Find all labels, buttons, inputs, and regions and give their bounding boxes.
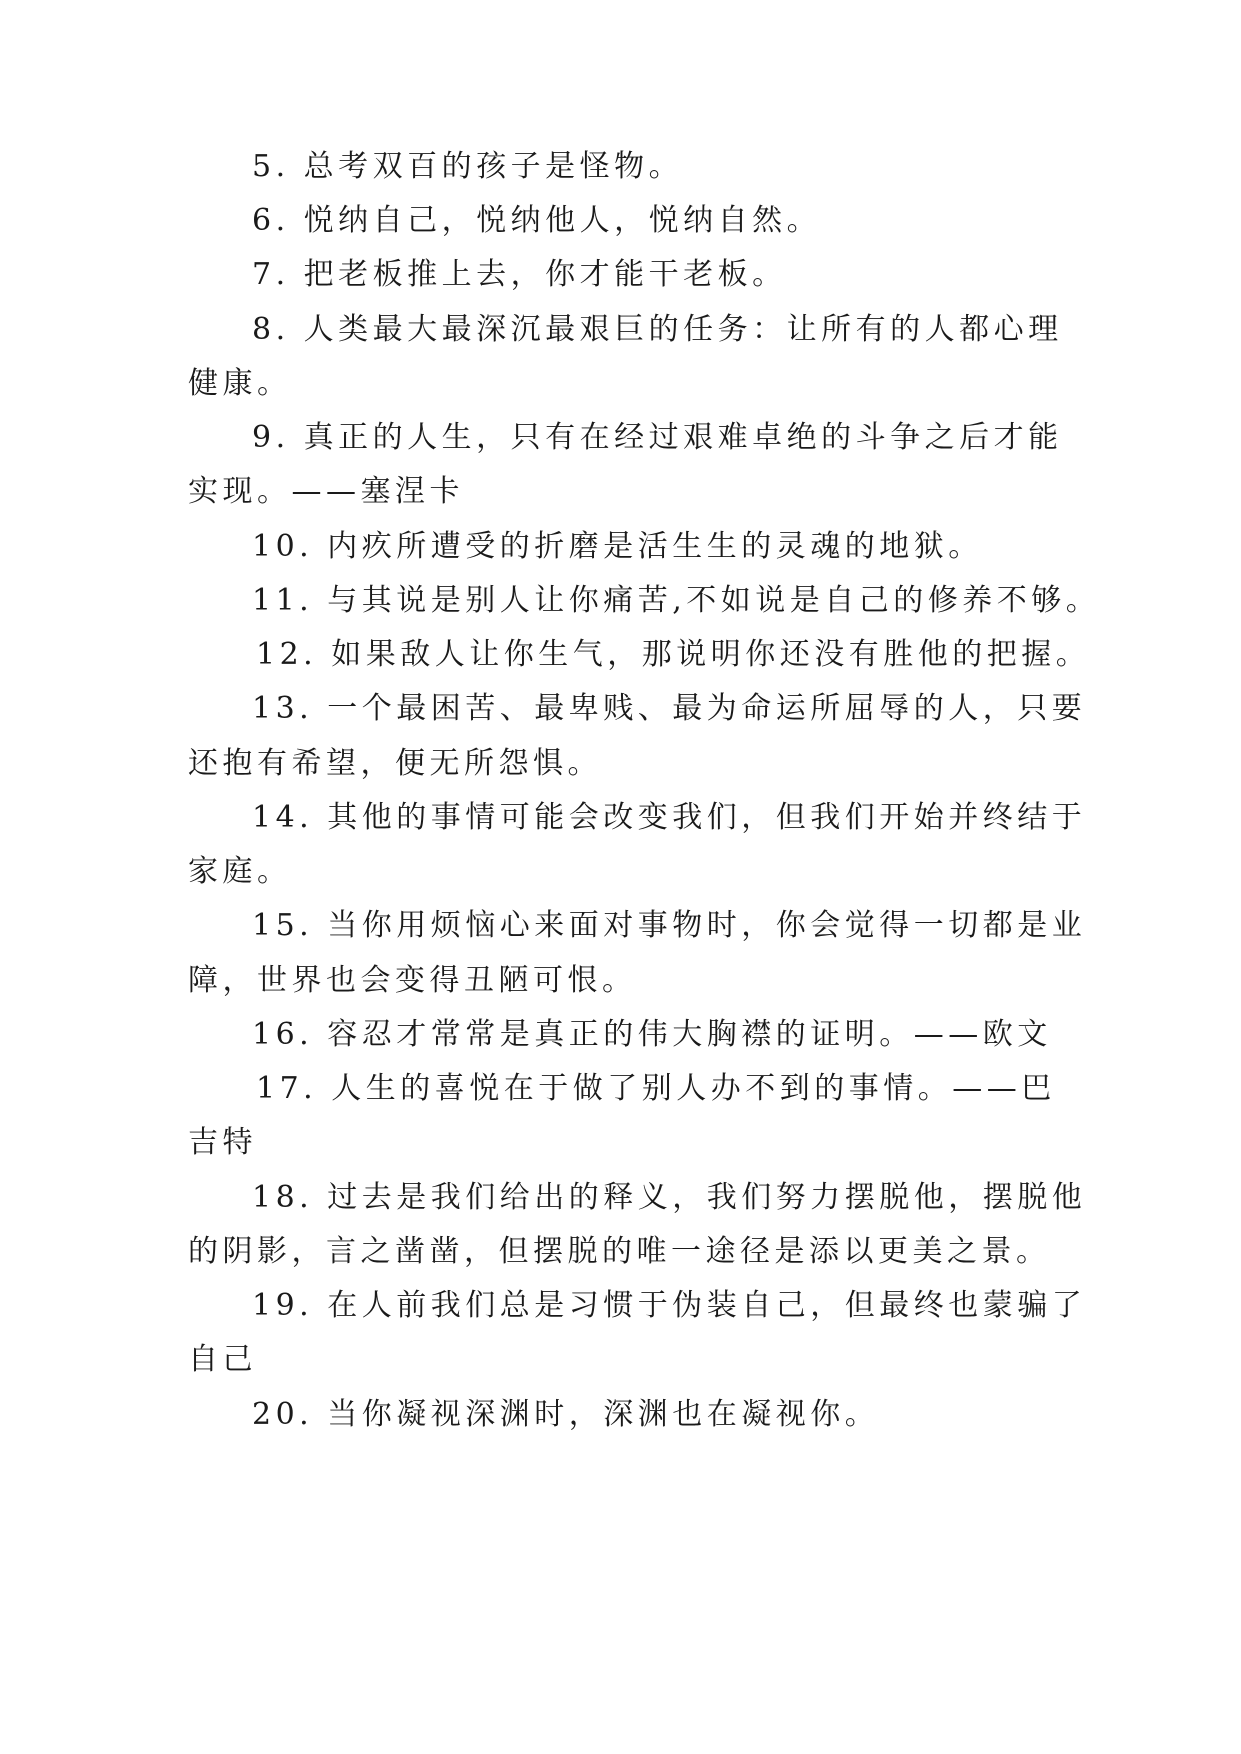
- quote-17-continuation: 吉特: [188, 1125, 257, 1160]
- quote-15-line: 15. 当你用烦恼心来面对事物时，你会觉得一切都是业: [252, 908, 1087, 943]
- quote-7-line: 7. 把老板推上去，你才能干老板。: [252, 257, 787, 292]
- quote-15-continuation: 障，世界也会变得丑陋可恨。: [188, 963, 637, 998]
- quote-20-line: 20. 当你凝视深渊时，深渊也在凝视你。: [252, 1397, 880, 1432]
- quote-16-line: 16. 容忍才常常是真正的伟大胸襟的证明。——欧文: [252, 1017, 1052, 1052]
- quote-17-line: 17. 人生的喜悦在于做了别人办不到的事情。——巴: [256, 1071, 1056, 1106]
- quote-8-continuation: 健康。: [188, 366, 292, 401]
- quote-18-continuation: 的阴影，言之凿凿，但摆脱的唯一途径是添以更美之景。: [188, 1234, 1051, 1269]
- quote-18-line: 18. 过去是我们给出的释义，我们努力摆脱他，摆脱他: [252, 1180, 1087, 1215]
- quote-14-line: 14. 其他的事情可能会改变我们，但我们开始并终结于: [252, 800, 1087, 835]
- quote-12-line: 12. 如果敌人让你生气，那说明你还没有胜他的把握。: [256, 637, 1091, 672]
- quote-19-line: 19. 在人前我们总是习惯于伪装自己，但最终也蒙骗了: [252, 1288, 1087, 1323]
- quote-11-line: 11. 与其说是别人让你痛苦,不如说是自己的修养不够。: [252, 583, 1101, 618]
- quote-8-line: 8. 人类最大最深沉最艰巨的任务：让所有的人都心理: [252, 312, 1063, 347]
- quote-9-line: 9. 真正的人生，只有在经过艰难卓绝的斗争之后才能: [252, 420, 1063, 455]
- quote-19-continuation: 自己: [188, 1342, 257, 1377]
- quote-14-continuation: 家庭。: [188, 854, 292, 889]
- quote-6-line: 6. 悦纳自己，悦纳他人，悦纳自然。: [252, 203, 822, 238]
- quote-9-continuation: 实现。——塞涅卡: [188, 474, 464, 509]
- quote-5-line: 5. 总考双百的孩子是怪物。: [252, 149, 684, 184]
- quote-10-line: 10. 内疚所遭受的折磨是活生生的灵魂的地狱。: [252, 529, 983, 564]
- quote-13-line: 13. 一个最困苦、最卑贱、最为命运所屈辱的人，只要: [252, 691, 1087, 726]
- quote-13-continuation: 还抱有希望，便无所怨惧。: [188, 746, 602, 781]
